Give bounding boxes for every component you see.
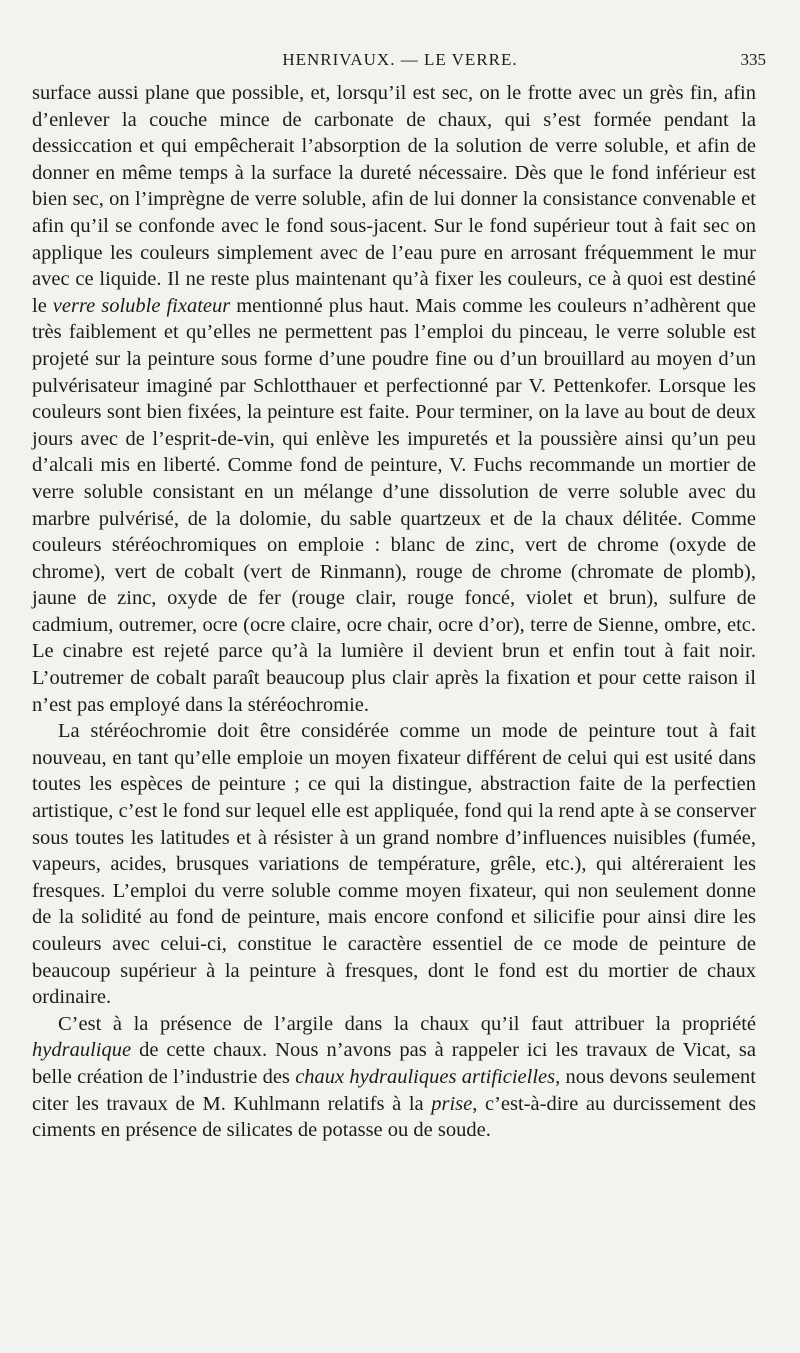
- italic-term-verre-soluble-fixateur: verre soluble fixateur: [52, 294, 231, 317]
- paragraph-chaux-hydraulique: [32, 1011, 756, 1144]
- text-run: La stéréochromie doit être considérée comme un mode de peinture tout à fait nouveau, en tant qu’elle emploie un moyen fixateur différent de celui qui est usité dans toutes les espèces de peinture ; ce qui la distingue, abstraction faite de la perfectien artistique, c’est le fond sur lequel elle est appliquée, fond qui la rend apte à se conserver sous toutes les latitudes et à résister à un grand nombre d’influences nuisibles (fumée, vapeurs, acides, brusques variations de température, grêle, etc.), qui altéreraient les fresques. L’emploi du verre soluble comme moyen fixateur, qui non seulement donne de la solidité au fond de peinture, mais encore confond et silicifie pour ainsi dire les couleurs avec celui-ci, constitue le caractère essentiel de ce mode de peinture de beaucoup supérieur à la peinture à fresques, dont le fond est du mortier de chaux ordinaire.: [32, 720, 756, 1009]
- italic-term-prise: prise: [431, 1092, 473, 1115]
- italic-term-hydraulique: hydraulique: [32, 1039, 132, 1062]
- body-text: [32, 80, 756, 1144]
- text-run: mentionné plus haut. Mais comme les couleurs n’adhèrent que très faiblement et qu’elles ne permettent pas l’emploi du pinceau, le verre soluble est projeté sur la peinture sous forme d’une poudre fine ou d’un brouillard au moyen d’un pulvérisateur imaginé par Schlotthauer et perfectionné par V. Pettenkofer. Lorsque les couleurs sont bien fixées, la peinture est faite. Pour terminer, on la lave au bout de deux jours avec de l’esprit-de-vin, qui enlève les impuretés et la poussière ainsi qu’un peu d’alcali mis en liberté. Comme fond de peinture, V. Fuchs recommande un mortier de verre soluble consistant en un mélange d’une dissolution de verre soluble avec du marbre pulvérisé, de la dolomie, du sable quartzeux et de la chaux délitée. Comme couleurs stéréochromiques on emploie : blanc de zinc, vert de chrome (oxyde de chrome), vert de cobalt (vert de Rinmann), rouge de chrome (chromate de plomb), jaune de zinc, oxyde de fer (rouge clair, rouge foncé, violet et brun), sulfure de cadmium, outremer, ocre (ocre claire, ocre chair, ocre d’or), terre de Sienne, ombre, etc. Le cinabre est rejeté parce qu’à la lumière il devient brun et enfin tout à fait noir. L’outremer de cobalt paraît beaucoup plus clair après la fixation et pour cette raison il n’est pas employé dans la stéréochromie.: [32, 294, 756, 716]
- text-run: C’est à la présence de l’argile dans la chaux qu’il faut attribuer la propriété: [58, 1012, 756, 1035]
- running-head: [30, 50, 770, 74]
- text-run: de cette chaux. Nous n’avons pas à rappeler ici les travaux de Vicat, sa belle création de l’industrie des: [32, 1039, 756, 1088]
- paragraph-continued: [32, 80, 756, 718]
- text-run: , nous devons seulement citer les travaux de M. Kuhlmann relatifs à la: [32, 1065, 756, 1115]
- paragraph-stereochromie: [32, 718, 756, 1011]
- page-number: 335: [740, 50, 766, 69]
- italic-term-chaux-hydrauliques: chaux hydrauliques artificielles: [295, 1065, 556, 1088]
- text-run: surface aussi plane que possible, et, lorsqu’il est sec, on le frotte avec un grès fin, afin d’enlever la couche mince de carbonate de chaux, qui s’est formée pendant la dessiccation et qui empêcherait l’absorption de la solution de verre soluble, et afin de donner en même temps à la surface la dureté nécessaire. Dès que le fond inférieur est bien sec, on l’imprègne de verre soluble, afin de lui donner la consistance convenable et afin qu’il se confonde avec le fond sous-jacent. Sur le fond supérieur tout à fait sec on applique les couleurs simplement avec de l’eau pure en arrosant fréquemment le mur avec ce liquide. Il ne reste plus maintenant qu’à fixer les couleurs, ce à quoi est destiné le: [32, 82, 756, 317]
- text-run: , c’est-à-dire au durcissement des ciments en présence de silicates de potasse ou de soude.: [32, 1092, 756, 1142]
- running-head-title: HENRIVAUX. — LE VERRE.: [282, 50, 518, 69]
